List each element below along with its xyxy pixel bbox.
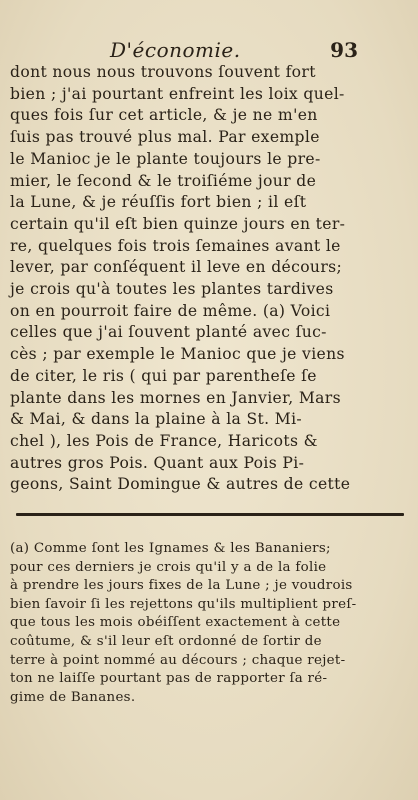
- text-line: je crois qu'à toutes les plantes tardives: [10, 280, 334, 299]
- footnote-line: gime de Bananes.: [10, 689, 136, 705]
- footnote-rule: [16, 513, 404, 516]
- text-line: celles que j'ai ſouvent planté avec ſuc-: [10, 323, 327, 342]
- text-line: certain qu'il eſt bien quinze jours en ter-: [10, 214, 346, 233]
- footnote-line: bien ſavoir ſi les rejettons qu'ils multiplient preſ-: [10, 596, 357, 612]
- text-line: de citer, le ris ( qui par parentheſe ſe: [10, 366, 317, 385]
- text-line: on en pourroit faire de même. (a) Voici: [10, 301, 331, 320]
- footnote-line: (a) Comme ſont les Ignames & les Bananiers;: [10, 541, 331, 556]
- text-line: plante dans les mornes en Janvier, Mars: [10, 388, 341, 407]
- text-line: bien ; j'ai pourtant enfreint les loix quel-: [10, 84, 345, 103]
- text-line: re, quelques fois trois ſemaines avant le: [10, 236, 341, 255]
- footnote-line: coûtume, & s'il leur eſt ordonné de ſortir de: [10, 633, 322, 649]
- footnote-line: pour ces derniers je crois qu'il y a de la folie: [10, 559, 327, 575]
- footnote-line: terre à point nommé au décours ; chaque rejet-: [10, 652, 346, 668]
- text-line: chel ), les Pois de France, Haricots &: [10, 431, 318, 450]
- footnote-line: ton ne laiſſe pourtant pas de rapporter ſa ré-: [10, 671, 328, 687]
- text-line: ſuis pas trouvé plus mal. Par exemple: [10, 128, 320, 147]
- running-title: D'économie.: [110, 38, 241, 62]
- text-line: dont nous nous trouvons ſouvent fort: [10, 63, 316, 81]
- footnote: [10, 540, 360, 707]
- footnote-line: que tous les mois obéiſſent exactement à cette: [10, 615, 341, 631]
- main-text: [10, 62, 360, 496]
- page-header: [0, 38, 418, 64]
- text-line: & Mai, & dans la plaine à la St. Mi-: [10, 410, 303, 429]
- text-line: la Lune, & je réuſſis fort bien ; il eſt: [10, 193, 307, 212]
- page-number: 93: [330, 38, 358, 62]
- footnote-line: à prendre les jours fixes de la Lune ; je voudrois: [10, 578, 353, 594]
- text-line: geons, Saint Domingue & autres de cette: [10, 475, 351, 494]
- text-line: autres gros Pois. Quant aux Pois Pi-: [10, 453, 305, 472]
- text-line: le Manioc je le plante toujours le pre-: [10, 149, 321, 168]
- text-line: cès ; par exemple le Manioc que je viens: [10, 345, 345, 364]
- text-line: ques fois ſur cet article, & je ne m'en: [10, 106, 318, 125]
- text-line: mier, le ſecond & le troiſiéme jour de: [10, 171, 317, 190]
- text-line: lever, par conſéquent il leve en décours;: [10, 258, 343, 277]
